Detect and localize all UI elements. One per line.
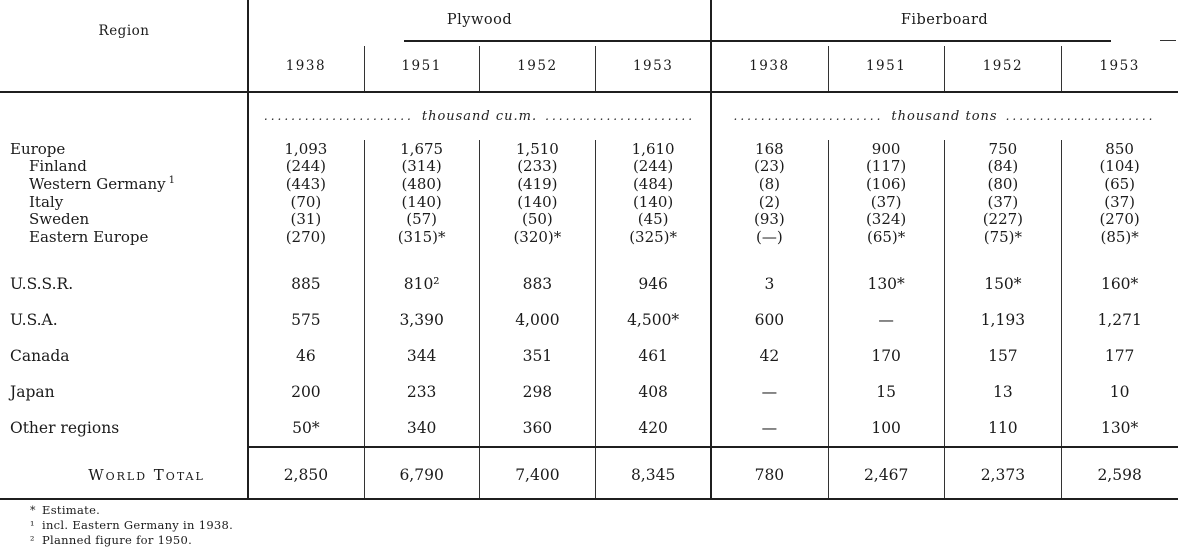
value-cell: (8) bbox=[758, 174, 780, 193]
fiberboard-group-underline bbox=[711, 40, 1111, 42]
value-cell: 15 bbox=[876, 382, 896, 401]
table-row bbox=[0, 140, 1178, 158]
value-cell: 1,193 bbox=[980, 310, 1026, 329]
region-cell bbox=[0, 175, 248, 193]
value-cell: (84) bbox=[987, 157, 1019, 176]
value-cell: 344 bbox=[406, 346, 437, 365]
value-cell: (31) bbox=[290, 210, 322, 229]
header-separator bbox=[0, 91, 1178, 93]
world-total-row bbox=[0, 446, 1178, 498]
value-cell: (65)* bbox=[866, 227, 906, 246]
region-cell bbox=[0, 193, 248, 211]
dot-leader: ...................... bbox=[263, 108, 414, 123]
region-name: Japan bbox=[10, 382, 55, 401]
value-cell: 461 bbox=[638, 346, 668, 365]
region-column-divider bbox=[247, 0, 249, 498]
value-cell: 780 bbox=[754, 465, 785, 484]
region-cell bbox=[0, 275, 248, 293]
value-cell: 3,390 bbox=[399, 310, 444, 329]
value-cell: (227) bbox=[982, 210, 1024, 229]
region-name: Eastern Europe bbox=[29, 227, 149, 246]
value-cell: 1,093 bbox=[284, 139, 328, 158]
value-cell: 160* bbox=[1100, 274, 1139, 293]
year-header-fiberboard-1951: 1951 bbox=[865, 58, 907, 74]
value-cell: 298 bbox=[522, 382, 553, 401]
column-divider bbox=[364, 140, 365, 498]
value-cell: 900 bbox=[871, 139, 901, 158]
region-name: Other regions bbox=[10, 418, 120, 437]
dot-leader: ...................... bbox=[1005, 108, 1156, 123]
value-cell: (45) bbox=[637, 210, 669, 229]
value-cell: 100 bbox=[871, 418, 901, 437]
value-cell: (443) bbox=[285, 174, 327, 193]
value-cell: 4,500* bbox=[627, 310, 680, 329]
table-body bbox=[0, 140, 1178, 446]
value-cell: (2) bbox=[758, 192, 780, 211]
value-cell: 1,610 bbox=[631, 139, 675, 158]
column-divider bbox=[364, 46, 365, 92]
value-cell: 200 bbox=[291, 382, 321, 401]
year-header-plywood-1953: 1953 bbox=[632, 58, 674, 74]
value-cell: (270) bbox=[1099, 210, 1140, 229]
region-name: U.S.A. bbox=[10, 310, 58, 329]
value-cell: 130* bbox=[867, 274, 905, 293]
value-cell: (140) bbox=[401, 192, 442, 211]
value-cell: 2,467 bbox=[863, 465, 909, 484]
table-row bbox=[0, 193, 1178, 211]
world-total-label: World Total bbox=[88, 465, 205, 484]
column-divider bbox=[828, 140, 829, 498]
table-row bbox=[0, 158, 1178, 176]
region-cell bbox=[0, 419, 248, 437]
value-cell: 168 bbox=[755, 139, 784, 158]
value-cell: 3 bbox=[764, 274, 775, 293]
value-cell: (244) bbox=[632, 157, 674, 176]
value-cell: (233) bbox=[517, 157, 558, 176]
region-cell bbox=[0, 383, 248, 401]
column-divider bbox=[595, 140, 596, 498]
table-row bbox=[0, 374, 1178, 410]
value-cell: (140) bbox=[632, 192, 674, 211]
value-cell: (314) bbox=[401, 157, 442, 176]
fiberboard-unit bbox=[711, 109, 1178, 124]
table-bottom-rule bbox=[0, 498, 1178, 500]
value-cell: 575 bbox=[291, 310, 321, 329]
region-name: Sweden bbox=[29, 210, 90, 229]
fiberboard-unit-label: thousand tons bbox=[891, 108, 998, 124]
value-cell: (244) bbox=[285, 157, 327, 176]
value-cell: 42 bbox=[759, 346, 780, 365]
year-header-fiberboard-1953: 1953 bbox=[1099, 58, 1140, 74]
value-cell: 130* bbox=[1100, 418, 1139, 437]
year-header-plywood-1952: 1952 bbox=[517, 58, 558, 74]
column-divider bbox=[595, 46, 596, 92]
value-cell: (75)* bbox=[983, 227, 1023, 246]
dot-leader: ...................... bbox=[545, 108, 696, 123]
value-cell: (419) bbox=[517, 174, 558, 193]
value-cell: 2,850 bbox=[283, 465, 329, 484]
region-name: Italy bbox=[29, 192, 64, 211]
group-divider bbox=[710, 0, 712, 498]
value-cell: 46 bbox=[296, 346, 316, 365]
region-column-header: Region bbox=[98, 23, 150, 39]
value-cell: (85)* bbox=[1100, 227, 1139, 246]
footnotes bbox=[30, 503, 233, 548]
value-cell: 420 bbox=[638, 418, 668, 437]
column-divider bbox=[479, 46, 480, 92]
footnote-marker: * bbox=[30, 504, 36, 517]
table-row bbox=[0, 175, 1178, 193]
table-row bbox=[0, 338, 1178, 374]
fiberboard-group-label: Fiberboard bbox=[900, 12, 989, 28]
value-cell: 4,000 bbox=[515, 310, 560, 329]
value-cell: (484) bbox=[632, 174, 674, 193]
value-cell: 340 bbox=[406, 418, 437, 437]
value-cell: 810² bbox=[403, 274, 440, 293]
value-cell: (70) bbox=[290, 192, 322, 211]
footnote-planned: ² Planned figure for 1950. bbox=[30, 533, 193, 547]
value-cell: 6,790 bbox=[399, 465, 444, 484]
region-cell bbox=[0, 311, 248, 329]
value-cell: (325)* bbox=[629, 227, 678, 246]
value-cell: 351 bbox=[522, 346, 553, 365]
value-cell: 157 bbox=[988, 346, 1018, 365]
dot-leader: ...................... bbox=[733, 108, 884, 123]
value-cell: — bbox=[878, 310, 894, 329]
value-cell: 600 bbox=[754, 310, 785, 329]
value-cell: (480) bbox=[401, 174, 442, 193]
column-divider bbox=[944, 140, 945, 498]
value-cell: 408 bbox=[638, 382, 668, 401]
table-row bbox=[0, 266, 1178, 302]
value-cell: 110 bbox=[988, 418, 1018, 437]
column-divider bbox=[479, 140, 480, 498]
value-cell: 885 bbox=[291, 274, 321, 293]
region-name: Western Germany bbox=[29, 174, 166, 193]
value-cell: (37) bbox=[1104, 192, 1136, 211]
value-cell: (23) bbox=[753, 157, 785, 176]
value-cell: (324) bbox=[865, 210, 907, 229]
value-cell: 7,400 bbox=[515, 465, 560, 484]
value-cell: 233 bbox=[406, 382, 437, 401]
table-row bbox=[0, 210, 1178, 228]
value-cell: 1,271 bbox=[1097, 310, 1142, 329]
value-cell: (93) bbox=[753, 210, 785, 229]
value-cell: 883 bbox=[522, 274, 553, 293]
value-cell: 1,510 bbox=[515, 139, 559, 158]
footnote-estimate: * Estimate. bbox=[30, 503, 101, 517]
value-cell: (37) bbox=[870, 192, 902, 211]
value-cell: (50) bbox=[521, 210, 553, 229]
table-row bbox=[0, 302, 1178, 338]
year-header-plywood-1951: 1951 bbox=[401, 58, 442, 74]
column-divider bbox=[828, 46, 829, 92]
value-cell: (37) bbox=[987, 192, 1019, 211]
value-cell: (315)* bbox=[397, 227, 446, 246]
value-cell: (57) bbox=[406, 210, 438, 229]
region-cell bbox=[0, 210, 248, 228]
units-row bbox=[0, 92, 1178, 140]
footnote-germany: ¹ incl. Eastern Germany in 1938. bbox=[30, 518, 234, 532]
footnote-marker: 1 bbox=[168, 174, 175, 186]
scan-artifact-dash bbox=[1160, 40, 1176, 41]
value-cell: 177 bbox=[1104, 346, 1135, 365]
value-cell: (—) bbox=[756, 227, 783, 246]
value-cell: (320)* bbox=[513, 227, 562, 246]
region-cell bbox=[0, 157, 248, 175]
table-header bbox=[0, 0, 1178, 92]
value-cell: 13 bbox=[993, 382, 1013, 401]
value-cell: (80) bbox=[987, 174, 1019, 193]
region-cell bbox=[0, 228, 248, 246]
value-cell: (270) bbox=[285, 227, 327, 246]
value-cell: 8,345 bbox=[630, 465, 676, 484]
plywood-group-label: Plywood bbox=[446, 12, 513, 28]
footnote-marker: ¹ bbox=[30, 519, 35, 532]
region-cell bbox=[0, 347, 248, 365]
value-cell: 1,675 bbox=[400, 139, 444, 158]
region-name: U.S.S.R. bbox=[10, 274, 74, 293]
footnote-marker: ² bbox=[30, 534, 35, 547]
year-header-fiberboard-1952: 1952 bbox=[982, 58, 1024, 74]
value-cell: (140) bbox=[517, 192, 558, 211]
region-name: Canada bbox=[10, 346, 70, 365]
table-row bbox=[0, 228, 1178, 246]
value-cell: (65) bbox=[1104, 174, 1136, 193]
year-header-plywood-1938: 1938 bbox=[285, 58, 327, 74]
value-cell: 50* bbox=[292, 418, 320, 437]
value-cell: 170 bbox=[871, 346, 901, 365]
value-cell: (106) bbox=[865, 174, 907, 193]
value-cell: 150* bbox=[984, 274, 1022, 293]
column-divider bbox=[1061, 46, 1062, 92]
value-cell: 360 bbox=[522, 418, 553, 437]
region-name: Europe bbox=[10, 139, 66, 158]
value-cell: 750 bbox=[988, 139, 1018, 158]
value-cell: (117) bbox=[865, 157, 907, 176]
value-cell: 850 bbox=[1105, 139, 1134, 158]
value-cell: 2,598 bbox=[1097, 465, 1142, 484]
plywood-unit-label: thousand cu.m. bbox=[421, 108, 538, 124]
value-cell: 946 bbox=[638, 274, 668, 293]
value-cell: 2,373 bbox=[980, 465, 1026, 484]
value-cell: — bbox=[761, 418, 778, 437]
year-header-fiberboard-1938: 1938 bbox=[749, 58, 790, 74]
value-cell: — bbox=[761, 382, 778, 401]
value-cell: (104) bbox=[1099, 157, 1140, 176]
plywood-group-underline bbox=[404, 40, 710, 42]
column-divider bbox=[944, 46, 945, 92]
plywood-unit bbox=[248, 109, 711, 124]
column-divider bbox=[1061, 140, 1062, 498]
region-cell bbox=[0, 140, 248, 158]
value-cell: 10 bbox=[1109, 382, 1130, 401]
region-name: Finland bbox=[29, 157, 87, 176]
table-row bbox=[0, 410, 1178, 446]
total-row-separator bbox=[248, 446, 1178, 448]
